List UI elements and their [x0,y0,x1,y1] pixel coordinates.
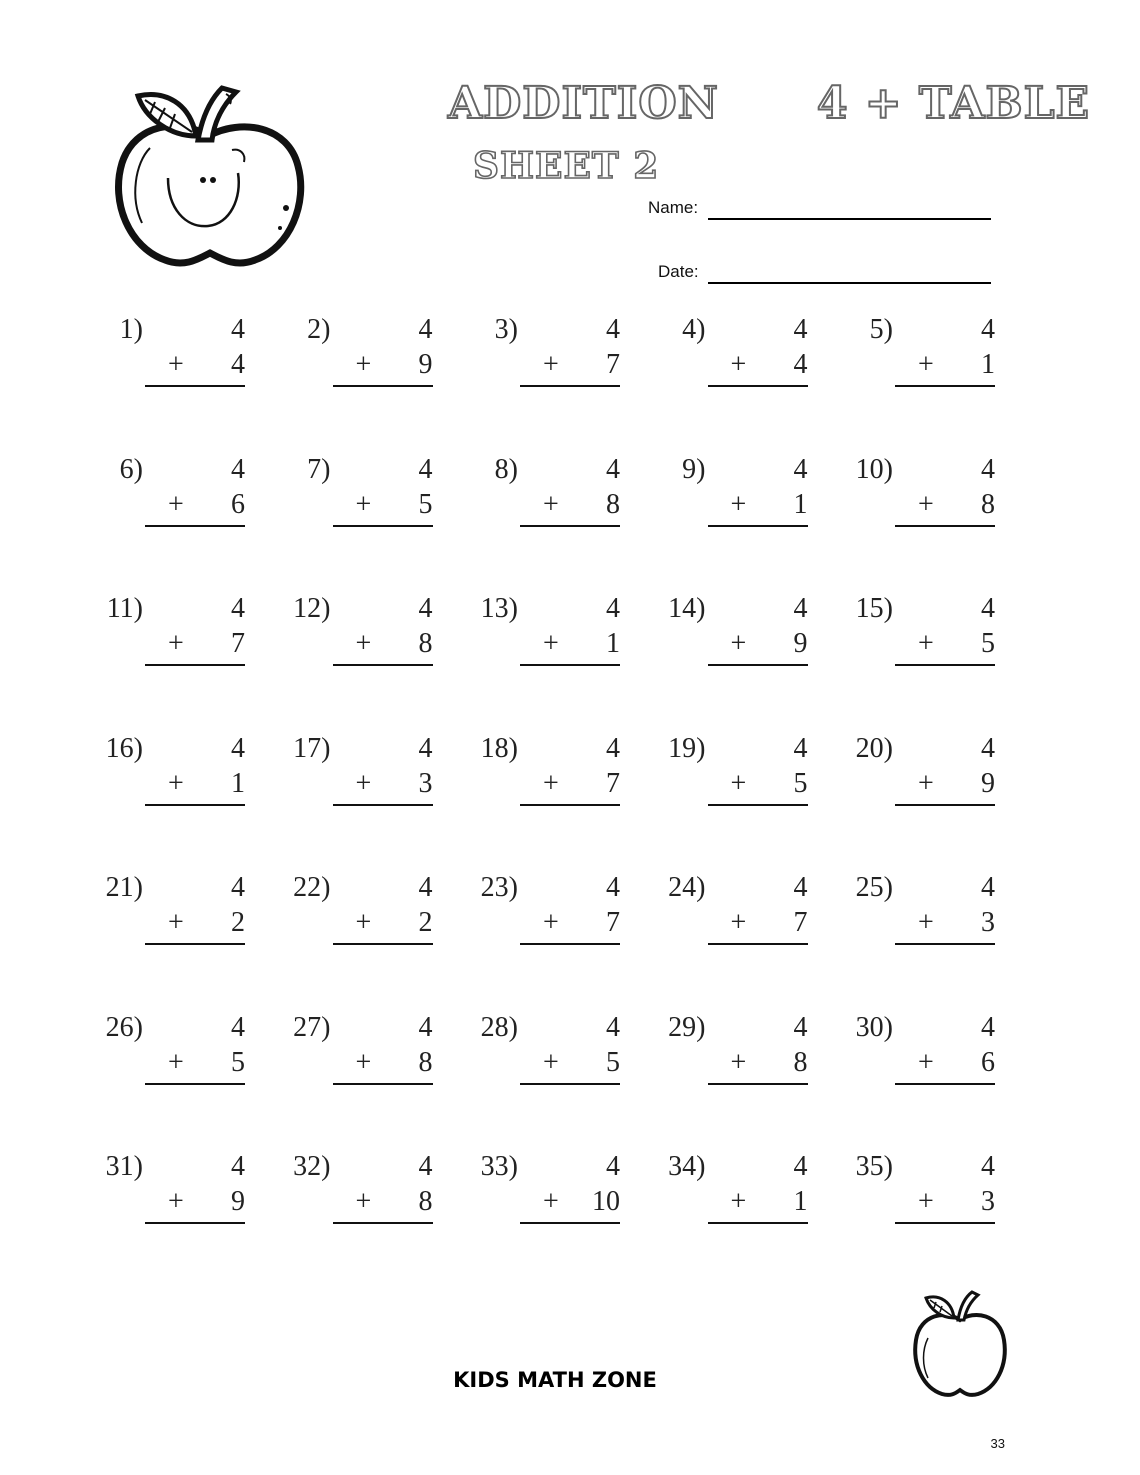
problem-number: 34) [668,1151,706,1182]
problem-number: 26) [105,1011,143,1043]
plus-sign: + [730,628,747,659]
plus-sign: + [918,488,934,520]
plus-sign: + [168,767,184,799]
second-addend: 7 [231,628,245,659]
first-addend: 4 [418,732,433,764]
first-addend: 4 [418,314,433,345]
worksheet-title: ADDITION 4 + TABLE [448,78,1091,129]
addition-problem [470,1010,620,1100]
problem-number: 13) [480,593,518,624]
plus-sign: + [168,1186,184,1217]
second-addend: 9 [418,349,433,380]
answer-line[interactable] [708,385,808,387]
plus-sign: + [355,628,372,659]
answer-line[interactable] [333,1083,433,1085]
answer-line[interactable] [145,1222,245,1224]
second-addend: 3 [981,907,995,938]
problem-number: 19) [668,732,706,764]
addition-problem [283,452,433,542]
second-addend: 1 [606,628,620,659]
answer-line[interactable] [520,664,620,666]
addition-problem [283,1010,433,1100]
answer-line[interactable] [895,804,995,806]
second-addend: 8 [418,1186,433,1217]
plus-sign: + [730,1186,747,1217]
problem-number: 16) [105,732,143,764]
second-addend: 8 [418,1046,433,1078]
second-addend: 5 [793,767,808,799]
name-field[interactable] [708,218,991,220]
addition-problem [658,1149,808,1239]
answer-line[interactable] [520,943,620,945]
plus-sign: + [543,349,559,380]
addition-problem [845,312,995,402]
answer-line[interactable] [708,804,808,806]
addition-problem [95,1149,245,1239]
first-addend: 4 [231,593,245,624]
plus-sign: + [543,767,559,799]
second-addend: 10 [592,1186,620,1217]
answer-line[interactable] [520,1222,620,1224]
problem-number: 20) [855,732,893,764]
plus-sign: + [168,488,184,520]
plus-sign: + [355,1186,372,1217]
plus-sign: + [168,1046,184,1078]
answer-line[interactable] [145,525,245,527]
plus-sign: + [168,628,184,659]
second-addend: 5 [981,628,995,659]
addition-problem [845,591,995,681]
plus-sign: + [918,628,934,659]
second-addend: 9 [981,767,995,799]
second-addend: 1 [793,1186,808,1217]
problem-number: 8) [494,453,518,485]
date-field[interactable] [708,282,991,284]
first-addend: 4 [418,593,433,624]
second-addend: 1 [231,767,245,799]
first-addend: 4 [981,1011,995,1043]
addition-problem [845,452,995,542]
plus-sign: + [730,1046,747,1078]
first-addend: 4 [606,314,620,345]
addition-problem [95,591,245,681]
answer-line[interactable] [708,1083,808,1085]
first-addend: 4 [606,872,620,903]
addition-problem [283,870,433,960]
problem-number: 4) [682,314,706,345]
second-addend: 4 [231,349,245,380]
answer-line[interactable] [333,1222,433,1224]
answer-line[interactable] [145,664,245,666]
addition-problem [470,591,620,681]
first-addend: 4 [793,1151,808,1182]
answer-line[interactable] [520,525,620,527]
problem-number: 29) [668,1011,706,1043]
addition-problem [658,731,808,821]
answer-line[interactable] [333,804,433,806]
second-addend: 6 [981,1046,995,1078]
first-addend: 4 [981,314,995,345]
first-addend: 4 [606,1151,620,1182]
plus-sign: + [730,767,747,799]
plus-sign: + [730,349,747,380]
brand-footer: KIDS MATH ZONE [453,1368,657,1392]
first-addend: 4 [793,453,808,485]
second-addend: 3 [418,767,433,799]
first-addend: 4 [418,1151,433,1182]
second-addend: 8 [793,1046,808,1078]
second-addend: 7 [793,907,808,938]
answer-line[interactable] [145,385,245,387]
problem-number: 35) [855,1151,893,1182]
answer-line[interactable] [895,385,995,387]
smiling-apple-icon [110,78,310,273]
answer-line[interactable] [333,943,433,945]
first-addend: 4 [981,872,995,903]
second-addend: 1 [793,488,808,520]
answer-line[interactable] [520,804,620,806]
addition-problem [845,1149,995,1239]
plus-sign: + [918,349,934,380]
first-addend: 4 [606,593,620,624]
first-addend: 4 [793,314,808,345]
problem-number: 28) [480,1011,518,1043]
name-label: Name: [648,198,699,217]
problem-number: 15) [855,593,893,624]
answer-line[interactable] [520,1083,620,1085]
second-addend: 2 [231,907,245,938]
problem-number: 22) [293,872,331,903]
problem-number: 33) [480,1151,518,1182]
addition-problem [95,731,245,821]
answer-line[interactable] [145,1083,245,1085]
first-addend: 4 [606,453,620,485]
first-addend: 4 [793,732,808,764]
problem-number: 18) [480,732,518,764]
addition-problem [470,1149,620,1239]
plus-sign: + [730,907,747,938]
addition-problem [658,591,808,681]
plus-sign: + [730,488,747,520]
problem-number: 3) [494,314,518,345]
plus-sign: + [355,349,372,380]
plus-sign: + [918,767,934,799]
plus-sign: + [543,488,559,520]
second-addend: 8 [418,628,433,659]
answer-line[interactable] [333,664,433,666]
first-addend: 4 [418,453,433,485]
second-addend: 5 [606,1046,620,1078]
plus-sign: + [355,767,372,799]
problem-number: 14) [668,593,706,624]
answer-line[interactable] [895,1083,995,1085]
plus-sign: + [168,907,184,938]
addition-problem [470,452,620,542]
first-addend: 4 [231,732,245,764]
worksheet-subtitle: SHEET 2 [473,145,660,187]
first-addend: 4 [231,453,245,485]
answer-line[interactable] [708,664,808,666]
date-label: Date: [658,262,699,281]
addition-problem [658,312,808,402]
problem-number: 10) [855,453,893,485]
problem-number: 9) [682,453,706,485]
problem-number: 23) [480,872,518,903]
plus-sign: + [918,907,934,938]
plus-sign: + [355,488,372,520]
answer-line[interactable] [895,664,995,666]
addition-problem [283,1149,433,1239]
problem-number: 12) [293,593,331,624]
second-addend: 5 [418,488,433,520]
first-addend: 4 [606,1011,620,1043]
plus-sign: + [543,628,559,659]
plus-sign: + [918,1186,934,1217]
answer-line[interactable] [895,525,995,527]
second-addend: 7 [606,767,620,799]
plus-sign: + [355,1046,372,1078]
addition-problem [283,731,433,821]
problem-number: 31) [105,1151,143,1182]
problem-number: 17) [293,732,331,764]
answer-line[interactable] [333,525,433,527]
first-addend: 4 [981,593,995,624]
addition-problem [658,452,808,542]
problem-number: 1) [119,314,143,345]
addition-problem [95,452,245,542]
first-addend: 4 [231,1011,245,1043]
answer-line[interactable] [708,525,808,527]
answer-line[interactable] [895,1222,995,1224]
first-addend: 4 [981,453,995,485]
plus-sign: + [355,907,372,938]
apple-icon [910,1288,1010,1398]
first-addend: 4 [981,1151,995,1182]
plus-sign: + [543,1046,559,1078]
first-addend: 4 [793,1011,808,1043]
answer-line[interactable] [145,943,245,945]
addition-problem [95,870,245,960]
first-addend: 4 [231,872,245,903]
second-addend: 8 [981,488,995,520]
second-addend: 5 [231,1046,245,1078]
answer-line[interactable] [708,1222,808,1224]
second-addend: 7 [606,907,620,938]
second-addend: 7 [606,349,620,380]
problem-number: 2) [307,314,331,345]
addition-problem [283,312,433,402]
addition-problem [845,731,995,821]
answer-line[interactable] [520,385,620,387]
problem-number: 25) [855,872,893,903]
first-addend: 4 [981,732,995,764]
problem-number: 21) [105,872,143,903]
plus-sign: + [543,907,559,938]
second-addend: 1 [981,349,995,380]
addition-problem [95,1010,245,1100]
plus-sign: + [543,1186,559,1217]
addition-problem [470,312,620,402]
plus-sign: + [168,349,184,380]
first-addend: 4 [606,732,620,764]
first-addend: 4 [231,314,245,345]
first-addend: 4 [793,593,808,624]
page-number: 33 [990,1436,1005,1451]
addition-problem [845,1010,995,1100]
answer-line[interactable] [895,943,995,945]
second-addend: 3 [981,1186,995,1217]
problem-number: 5) [869,314,893,345]
problem-number: 24) [668,872,706,903]
addition-problem [470,731,620,821]
problem-grid [95,312,1005,1252]
addition-problem [845,870,995,960]
second-addend: 6 [231,488,245,520]
addition-problem [658,1010,808,1100]
plus-sign: + [918,1046,934,1078]
first-addend: 4 [231,1151,245,1182]
addition-problem [95,312,245,402]
answer-line[interactable] [145,804,245,806]
first-addend: 4 [418,1011,433,1043]
answer-line[interactable] [333,385,433,387]
second-addend: 2 [418,907,433,938]
problem-number: 7) [307,453,331,485]
answer-line[interactable] [708,943,808,945]
problem-number: 27) [293,1011,331,1043]
second-addend: 9 [231,1186,245,1217]
second-addend: 4 [793,349,808,380]
second-addend: 8 [606,488,620,520]
first-addend: 4 [418,872,433,903]
addition-problem [283,591,433,681]
problem-number: 6) [119,453,143,485]
problem-number: 30) [855,1011,893,1043]
addition-problem [658,870,808,960]
second-addend: 9 [793,628,808,659]
addition-problem [470,870,620,960]
problem-number: 11) [106,593,143,624]
problem-number: 32) [293,1151,331,1182]
first-addend: 4 [793,872,808,903]
